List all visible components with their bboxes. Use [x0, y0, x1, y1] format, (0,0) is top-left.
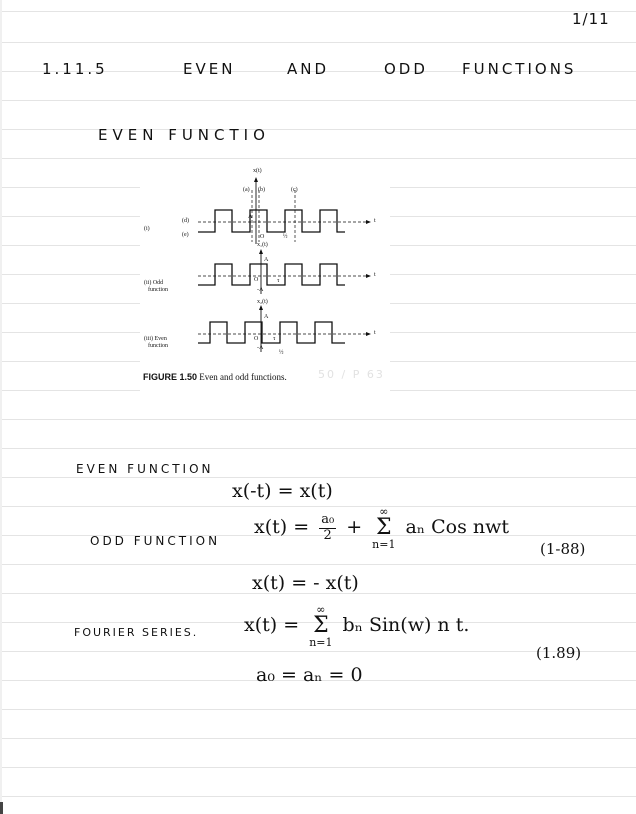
label-half-i: ½: [283, 234, 288, 240]
figure-caption: [143, 372, 287, 382]
even-a0: a₀: [321, 512, 335, 528]
arrow-t-iii: [366, 332, 371, 336]
odd-sum-bottom: n=1: [309, 636, 333, 649]
label-origin-iii: O: [254, 336, 259, 342]
label-row-iii: (iii) Even: [144, 336, 167, 342]
even-odd-figure: [140, 166, 390, 391]
odd-series-lhs: x(t) =: [244, 614, 300, 636]
label-half-iii: ½: [279, 350, 284, 356]
label-tau-ii: τ: [277, 278, 280, 284]
even-function-label: EVEN FUNCTION: [76, 462, 214, 476]
even-definition: x(-t) = x(t): [232, 480, 333, 502]
even-series: [254, 506, 509, 550]
figure-caption-text: Even and odd functions.: [199, 372, 287, 382]
label-t-i: t: [374, 218, 376, 224]
label-x2-t: x₂(t): [257, 299, 268, 305]
even-sum-sigma: Σ: [376, 515, 392, 540]
label-amp-ii: A: [264, 257, 269, 263]
page-edge: [0, 0, 2, 814]
bleed-through-text: 50 / P 63: [318, 368, 385, 381]
subheading: EVEN FUNCTIO: [98, 126, 270, 144]
even-series-lhs: x(t) =: [254, 516, 310, 538]
label-row-ii-sub: function: [148, 287, 168, 293]
label-marker-e: (e): [182, 232, 189, 238]
waveform-i: [198, 210, 345, 232]
even-sum-top: ∞: [379, 505, 389, 518]
title-word-and: AND: [287, 60, 330, 78]
waveform-diagram: [140, 166, 390, 391]
title-word-even: EVEN: [183, 60, 236, 78]
label-amp-i: A: [248, 214, 253, 220]
waveform-iii: [198, 322, 345, 343]
page-number: 1/11: [572, 10, 610, 28]
even-plus: +: [346, 516, 363, 538]
arrow-i: [254, 177, 258, 182]
waveform-ii: [198, 264, 345, 285]
arrow-ii: [259, 249, 263, 254]
even-a0-fraction: [319, 513, 336, 543]
label-origin-i: O: [260, 234, 265, 240]
label-x-t: x(t): [253, 168, 262, 174]
even-summation: [372, 506, 395, 550]
odd-sum-sigma: Σ: [313, 613, 329, 638]
figure-caption-number: FIGURE 1.50: [143, 372, 198, 382]
title-word-odd: ODD: [384, 60, 428, 78]
page-corner-mark: [0, 802, 3, 814]
label-marker-d: (d): [182, 218, 189, 224]
eq-number-188: (1-88): [540, 540, 586, 558]
odd-summation: [309, 604, 332, 648]
label-amp-iii: A: [264, 314, 269, 320]
arrow-t-i: [366, 220, 371, 224]
label-neg-amp-ii: -A: [257, 287, 264, 293]
coefficients-zero: a₀ = aₙ = 0: [256, 664, 363, 686]
label-marker-c: (c): [291, 187, 298, 193]
odd-sum-top: ∞: [316, 603, 326, 616]
label-row-iii-sub: function: [148, 343, 168, 349]
arrow-iii: [259, 305, 263, 310]
section-number: 1.11.5: [42, 60, 108, 78]
even-sum-bottom: n=1: [372, 538, 396, 551]
label-marker-a: (a): [243, 187, 250, 193]
eq-number-189: (1.89): [536, 644, 582, 662]
label-marker-b: (b): [258, 187, 265, 193]
label-origin-ii: O: [254, 277, 259, 283]
even-series-term: aₙ Cos nwt: [405, 516, 510, 538]
odd-series: [244, 604, 469, 648]
even-a0-den: 2: [323, 527, 332, 543]
odd-series-term: bₙ Sin(w) n t.: [342, 614, 470, 636]
label-row-ii: (ii) Odd: [144, 280, 164, 286]
label-neg-amp-iii: -A: [257, 345, 264, 351]
label-tau-iii: τ: [273, 336, 276, 342]
label-row-i: (i): [144, 226, 150, 232]
title-word-functions: FUNCTIONS: [462, 60, 577, 78]
odd-function-label: ODD FUNCTION: [90, 534, 221, 548]
label-x1-t: x₁(t): [257, 242, 268, 248]
fourier-series-label: FOURIER SERIES.: [74, 626, 199, 639]
label-t-ii: t: [374, 272, 376, 278]
odd-definition: x(t) = - x(t): [252, 572, 359, 594]
arrow-t-ii: [366, 274, 371, 278]
label-t-iii: t: [374, 330, 376, 336]
